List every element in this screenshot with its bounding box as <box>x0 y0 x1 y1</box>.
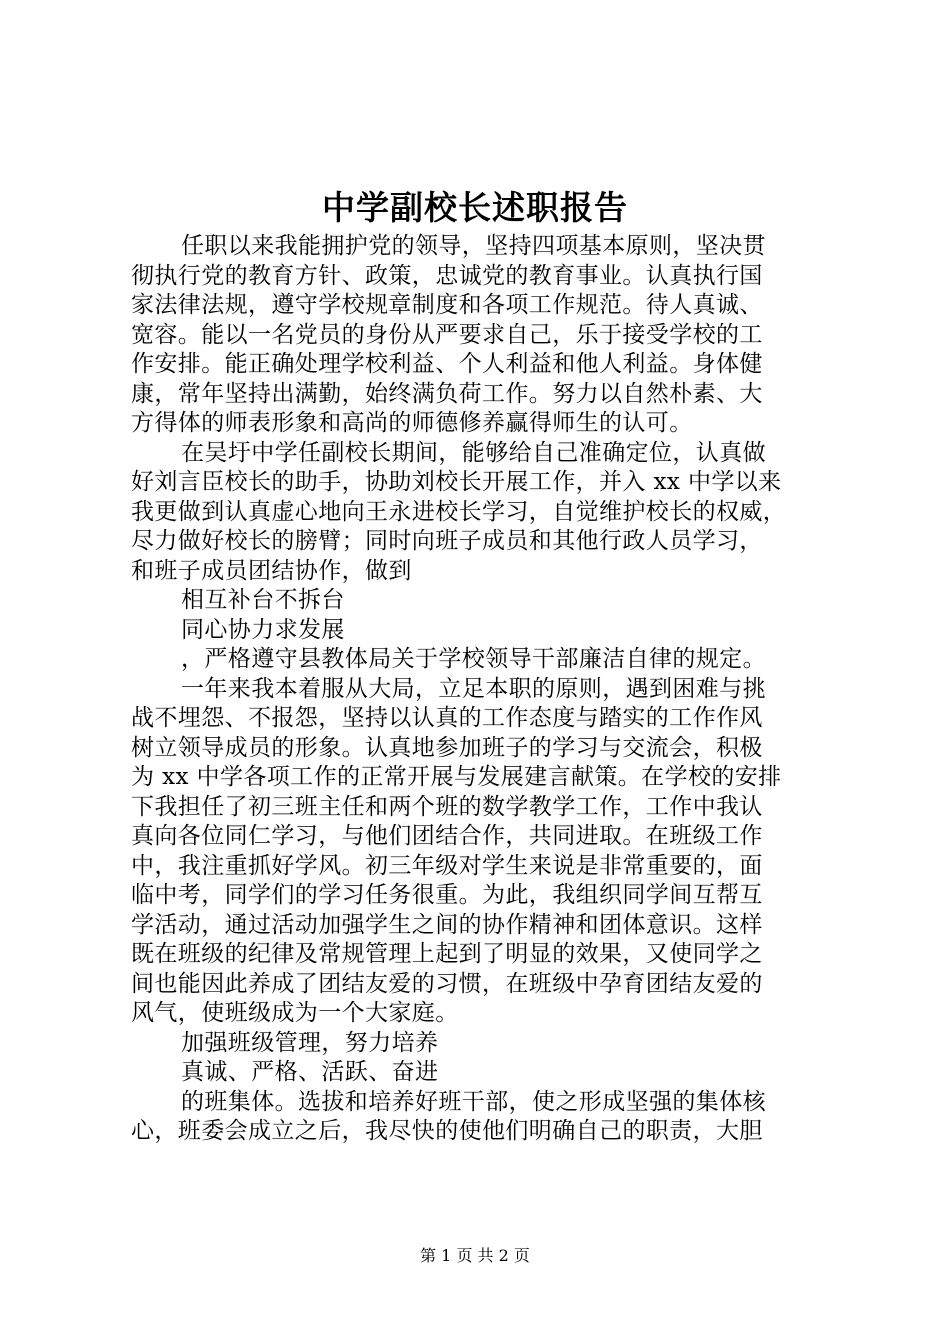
text-line: 学活动，通过活动加强学生之间的协作精神和团体意识。这样 <box>131 911 763 938</box>
text-line: 任职以来我能拥护党的领导，坚持四项基本原则，坚决贯 <box>181 233 766 259</box>
text-line: 真向各位同仁学习，与他们团结合作，共同进取。在班级工作 <box>131 823 763 849</box>
text-line: 家法律法规，遵守学校规章制度和各项工作规范。待人真诚、 <box>131 292 763 318</box>
body-text <box>131 232 836 1147</box>
page-footer: 第 1 页 共 2 页 <box>420 1246 530 1265</box>
text-line: 风气，使班级成为一个大家庭。 <box>131 1000 459 1026</box>
text-line: 宽容。能以一名党员的身份从严要求自己，乐于接受学校的工 <box>131 321 763 348</box>
text-line: 中，我注重抓好学风。初三年级对学生来说是非常重要的，面 <box>131 852 763 879</box>
text-line: 一年来我本着服从大局，立足本职的原则，遇到困难与挑 <box>181 675 766 702</box>
text-line: 同心协力求发展 <box>181 616 345 643</box>
text-line: 相互补台不拆台 <box>181 587 345 613</box>
text-line: 临中考，同学们的学习任务很重。为此，我组织同学间互帮互 <box>131 882 763 908</box>
text-line: 战不埋怨、不报怨，坚持以认真的工作态度与踏实的工作作风 <box>131 705 763 731</box>
text-line: 心，班委会成立之后，我尽快的使他们明确自己的职责，大胆 <box>131 1118 763 1144</box>
text-line: 下我担任了初三班主任和两个班的数学教学工作，工作中我认 <box>131 793 763 820</box>
text-line: 真诚、严格、活跃、奋进 <box>181 1059 439 1085</box>
text-line: ，严格遵守县教体局关于学校领导干部廉洁自律的规定。 <box>181 646 766 672</box>
text-line: 作安排。能正确处理学校利益、个人利益和他人利益。身体健 <box>131 351 763 377</box>
text-line: 加强班级管理，努力培养 <box>181 1029 439 1056</box>
text-line: 树立领导成员的形象。认真地参加班子的学习与交流会，积极 <box>131 734 763 761</box>
text-line: 尽力做好校长的膀臂；同时向班子成员和其他行政人员学习， <box>131 528 763 554</box>
text-line: 康，常年坚持出满勤，始终满负荷工作。努力以自然朴素、大 <box>131 380 763 407</box>
text-line: 在吴圩中学任副校长期间，能够给自己准确定位，认真做 <box>181 439 766 466</box>
page-title: 中学副校长述职报告 <box>322 188 628 227</box>
text-line: 彻执行党的教育方针、政策，忠诚党的教育事业。认真执行国 <box>131 262 763 289</box>
text-line: 为 xx 中学各项工作的正常开展与发展建言献策。在学校的安排 <box>131 764 782 790</box>
text-line: 既在班级的纪律及常规管理上起到了明显的效果，又使同学之 <box>131 941 763 967</box>
text-line: 的班集体。选拔和培养好班干部，使之形成坚强的集体核 <box>181 1088 766 1115</box>
text-line: 好刘言臣校长的助手，协助刘校长开展工作，并入 xx 中学以来 <box>131 469 782 495</box>
text-line: 间也能因此养成了团结友爱的习惯，在班级中孕育团结友爱的 <box>131 970 763 997</box>
text-line: 和班子成员团结协作，做到 <box>131 557 412 584</box>
text-line: 方得体的师表形象和高尚的师德修养赢得师生的认可。 <box>131 410 693 436</box>
text-line: 我更做到认真虚心地向王永进校长学习，自觉维护校长的权威， <box>131 498 787 525</box>
